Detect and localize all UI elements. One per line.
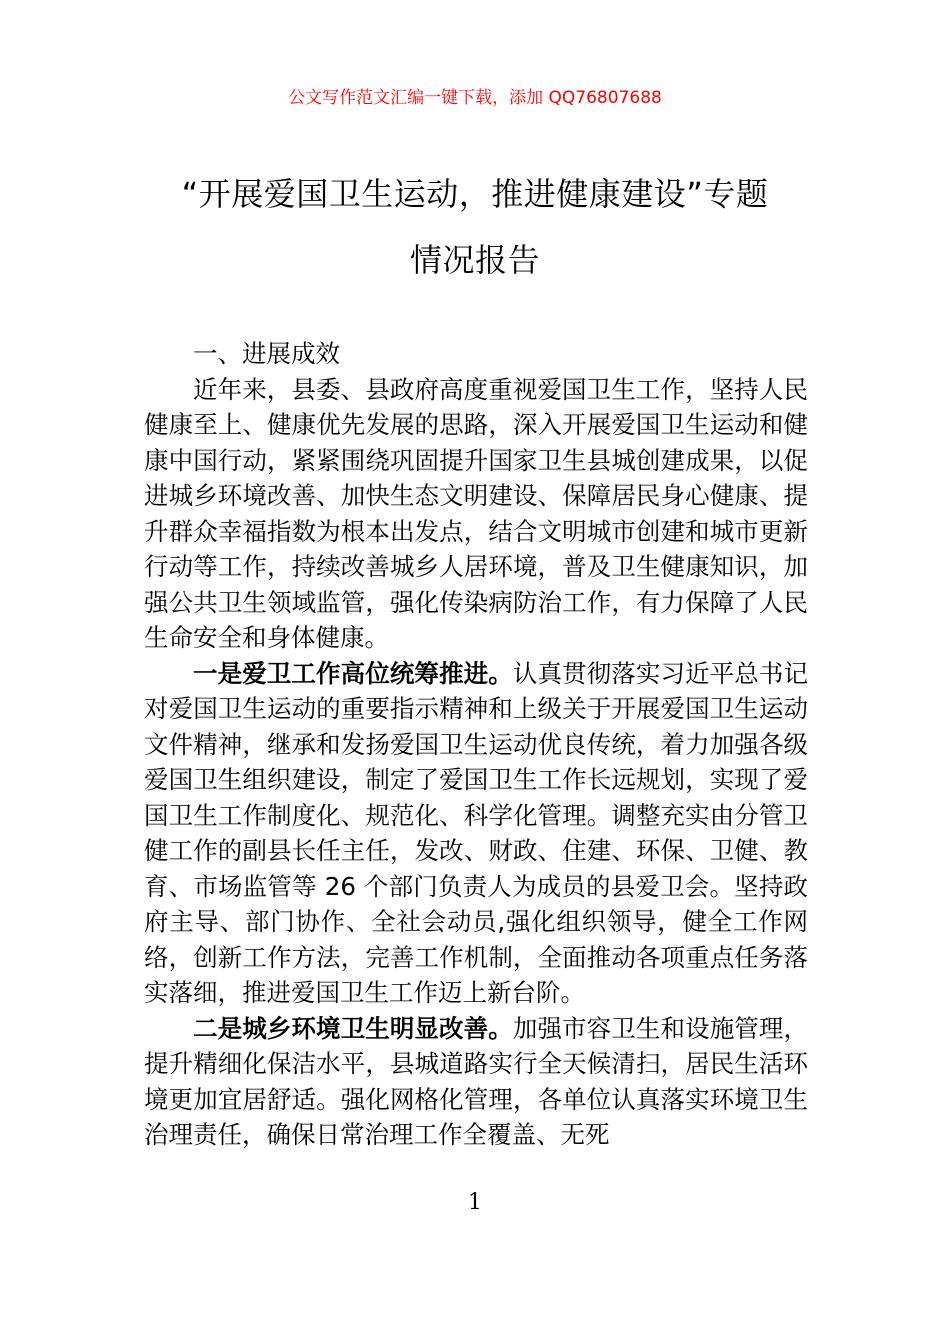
body-paragraph-2: [144, 1011, 808, 1153]
body-paragraph-1: [144, 656, 808, 1011]
watermark-banner: 公文写作范文汇编一键下载，添加 QQ76807688: [288, 88, 662, 108]
paragraph-text-1: 认真贯彻落实习近平总书记对爱国卫生运动的重要指示精神和上级关于开展爱国卫生运动文件精神，继承和发扬爱国卫生运动优良传统，着力加强各级爱国卫生组织建设，制定了爱国卫生工作长远规划，实现了爱国卫生工作制度化、规范化、科学化管理。调整充实由分管卫健工作的副县长任主任，发改、财政、住建、环保、卫健、教育、市场监管等 26 个部门负责人为成员的县爱卫会。坚持政府主导、部门协作、全社会动员,强化组织领导，健全工作网络，创新工作方法，完善工作机制，全面推动各项重点任务落实落细，推进爱国卫生工作迈上新台阶。: [144, 658, 809, 1007]
section-heading: 一、进展成效: [193, 339, 340, 368]
paragraph-text-2: 加强市容卫生和设施管理，提升精细化保洁水平，县城道路实行全天候清扫，居民生活环境更加宜居舒适。强化网格化管理，各单位认真落实环境卫生治理责任，确保日常治理工作全覆盖、无死: [144, 1013, 809, 1149]
page-number: 1: [468, 1190, 482, 1215]
document-title-line-1: “开展爱国卫生运动，推进健康建设”专题: [181, 175, 769, 213]
document-title-line-2: 情况报告: [409, 241, 540, 279]
body-paragraph-intro: 近年来，县委、县政府高度重视爱国卫生工作，坚持人民健康至上、健康优先发展的思路，深入开展爱国卫生运动和健康中国行动，紧紧围绕巩固提升国家卫生县城创建成果，以促进城乡环境改善、加快生态文明建设、保障居民身心健康、提升群众幸福指数为根本出发点，结合文明城市创建和城市更新行动等工作，持续改善城乡人居环境，普及卫生健康知识，加强公共卫生领域监管，强化传染病防治工作，有力保障了人民生命安全和身体健康。: [144, 374, 808, 652]
paragraph-lead-1: 一是爱卫工作高位统筹推进。: [193, 658, 513, 688]
document-body: [144, 336, 808, 1153]
paragraph-lead-2: 二是城乡环境卫生明显改善。: [193, 1013, 513, 1043]
